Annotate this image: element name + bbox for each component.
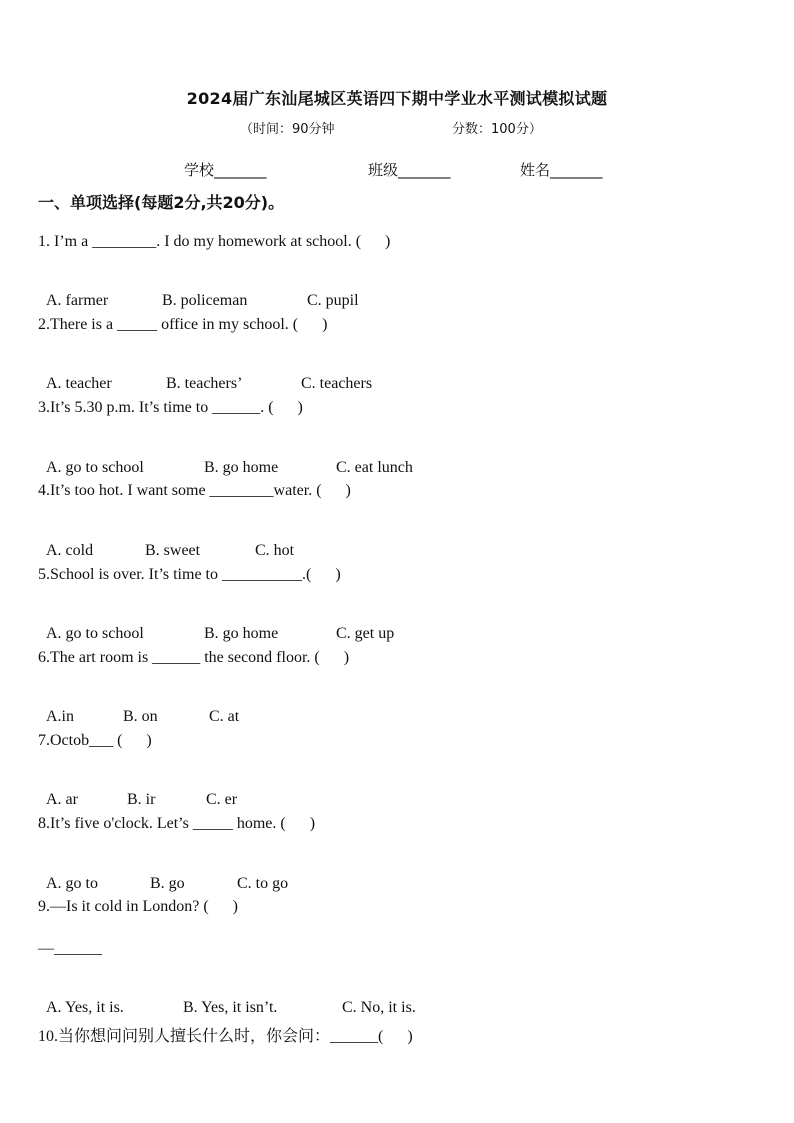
- option-b: B. teachers’: [166, 375, 243, 392]
- question-3: 3.It’s 5.30 p.m. It’s time to ______. ( ): [38, 399, 303, 416]
- class-field: 班级_______: [368, 161, 451, 179]
- options-4: [38, 524, 294, 560]
- option-b: B. go home: [204, 625, 279, 642]
- options-1: [38, 274, 359, 310]
- option-a: A. cold: [46, 542, 94, 559]
- options-2: [38, 357, 372, 393]
- options-8: [38, 857, 288, 893]
- option-b: B. policeman: [162, 292, 248, 309]
- option-a: A. ar: [46, 791, 78, 808]
- option-b: B. sweet: [145, 542, 201, 559]
- option-c: C. pupil: [307, 292, 359, 309]
- options-5: [38, 607, 394, 643]
- option-a: A. farmer: [46, 292, 109, 309]
- option-b: B. on: [123, 708, 158, 725]
- option-a: A.in: [46, 708, 74, 725]
- option-a: A. go to school: [46, 625, 144, 642]
- option-a: A. go to school: [46, 459, 144, 476]
- question-8: 8.It’s five o'clock. Let’s _____ home. ( ): [38, 815, 316, 832]
- option-c: C. er: [206, 791, 238, 808]
- options-6: [38, 690, 239, 726]
- question-4: 4.It’s too hot. I want some ________water. ( ): [38, 482, 351, 499]
- option-c: C. get up: [336, 625, 395, 642]
- section-title: 一、单项选择(每题2分,共20分)。: [38, 193, 285, 212]
- school-field: 学校_______: [184, 161, 267, 179]
- option-a: A. Yes, it is.: [46, 999, 124, 1016]
- option-a: A. go to: [46, 875, 98, 892]
- option-b: B. go home: [204, 459, 279, 476]
- option-c: C. to go: [237, 875, 289, 892]
- question-6: 6.The art room is ______ the second floor. ( ): [38, 649, 350, 666]
- options-7: [38, 773, 237, 809]
- options-9: [38, 981, 416, 1017]
- option-b: B. ir: [127, 791, 156, 808]
- option-c: C. hot: [255, 542, 295, 559]
- option-c: C. eat lunch: [336, 459, 413, 476]
- answer-line-9: —______: [38, 940, 102, 957]
- question-7: 7.Octob___ ( ): [38, 732, 152, 749]
- option-c: C. at: [209, 708, 240, 725]
- question-1: 1. I’m a ________. I do my homework at school. ( ): [38, 233, 391, 250]
- question-10: 10.当你想问问别人擅长什么时，你会问：______( ): [38, 1028, 413, 1045]
- question-9: 9.—Is it cold in London? ( ): [38, 898, 238, 915]
- options-3: [38, 441, 413, 477]
- option-c: C. No, it is.: [342, 999, 416, 1016]
- question-2: 2.There is a _____ office in my school. ( ): [38, 316, 328, 333]
- option-a: A. teacher: [46, 375, 112, 392]
- exam-score: 分数：100分）: [452, 122, 542, 137]
- option-b: B. Yes, it isn’t.: [183, 999, 278, 1016]
- name-field: 姓名_______: [520, 161, 603, 179]
- option-b: B. go: [150, 875, 185, 892]
- question-5: 5.School is over. It’s time to __________.( ): [38, 566, 341, 583]
- exam-title: 2024届广东汕尾城区英语四下期中学业水平测试模拟试题: [186, 89, 608, 108]
- option-c: C. teachers: [301, 375, 373, 392]
- exam-time: （时间：90分钟: [240, 122, 335, 137]
